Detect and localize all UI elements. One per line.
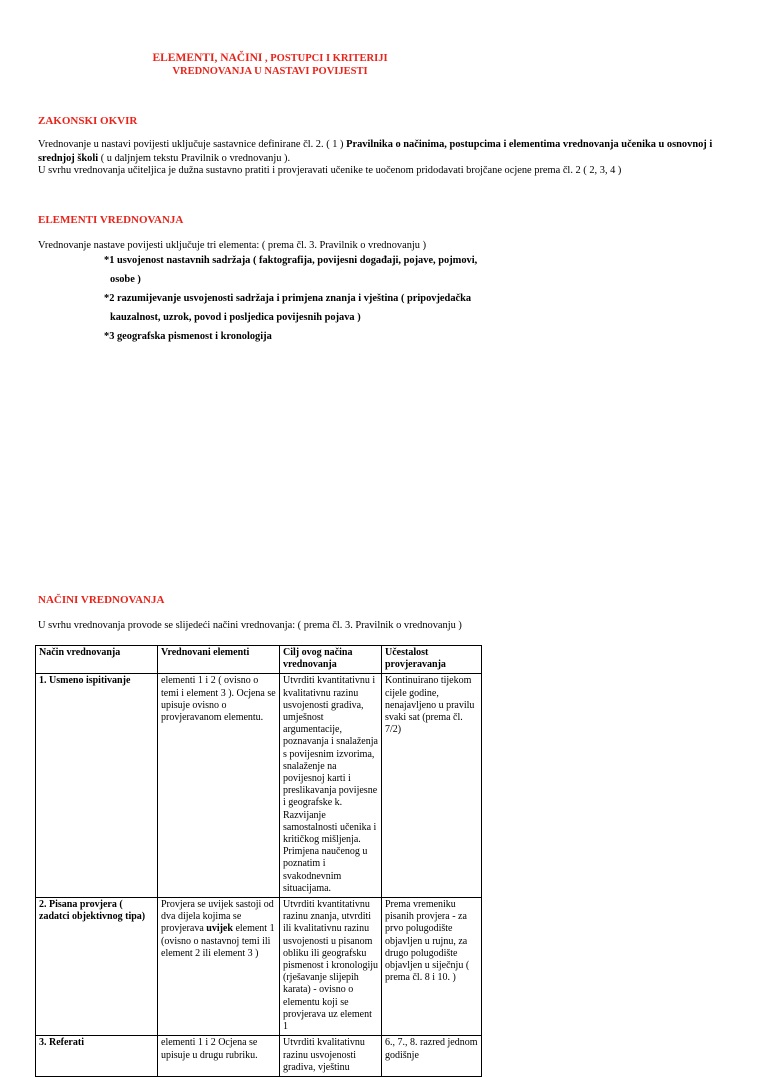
row-ucestalost: Prema vremeniku pisanih provjera - za prvo polugodište objavljen u rujnu, za drugo polugodište objavljen u siječnju ( prema čl. 8 i 10. )	[382, 898, 482, 1036]
row-nacin: 2. Pisana provjera ( zadatci objektivnog tipa)	[36, 898, 158, 1036]
row-cilj: Utvrditi kvantitativnu razinu znanja, utvrditi ili kvalitativnu razinu usvojenosti u pisanom obliku ili geografsku pismenost i kronologiju (rješavanje slijepih karata) - ovisno o elementu koji se provjerava uz element 1	[280, 898, 382, 1036]
section-heading-elementi: ELEMENTI VREDNOVANJA	[38, 214, 184, 226]
header-ucestalost: Učestalost provjeravanja	[382, 646, 482, 674]
pravilnik-title: Pravilnika o načinima, postupcima i elementima vrednovanja učenika u osnovnoj i srednjoj školi	[38, 139, 713, 164]
table-row	[36, 1036, 482, 1077]
element-1: *1 usvojenost nastavnih sadržaja ( faktografija, povijesni događaji, pojave, pojmovi,	[104, 255, 478, 266]
element-3: *3 geografska pismenost i kronologija	[104, 331, 272, 342]
element-2: *2 razumijevanje usvojenosti sadržaja i primjena znanja i vještina ( pripovjedačka	[104, 293, 472, 304]
nacini-intro: U svrhu vrednovanja provode se slijedeći načini vrednovanja: ( prema čl. 3. Pravilnik o vrednovanju )	[38, 620, 462, 631]
table-row	[36, 674, 482, 898]
elementi-intro: Vrednovanje nastave povijesti uključuje tri elementa: ( prema čl. 3. Pravilnik o vrednovanju )	[38, 240, 427, 251]
element-1-cont: osobe )	[110, 274, 141, 285]
row-cilj: Utvrditi kvantitativnu i kvalitativnu razinu usvojenosti gradiva, umješnost argumentacije, poznavanja i snalaženja s povijesnim izvorima, snalaženje na povijesnoj karti i preslikavanja povijesne i geografske k. Razvijanje samostalnosti učenika i kritičkog mišljenja. Primjena naučenog u poznatim i svakodnevnim situacijama.	[280, 674, 382, 898]
row-elementi-text: Provjera se uvijek sastoji od dva dijela kojima se provjerava	[161, 899, 274, 935]
document-subtitle: VREDNOVANJA U NASTAVI POVIJESTI	[172, 66, 368, 77]
zakonski-paragraph	[38, 138, 738, 166]
table-header-row	[36, 646, 482, 674]
row-elementi: elementi 1 i 2 ( ovisno o temi i element 3 ). Ocjena se upisuje ovisno o provjeravanom elementu.	[158, 674, 280, 898]
row-cilj: Utvrditi kvalitativnu razinu usvojenosti gradiva, vještinu	[280, 1036, 382, 1077]
row-elementi	[158, 898, 280, 1036]
row-ucestalost: 6., 7., 8. razred jednom godišnje	[382, 1036, 482, 1077]
zakonski-text: Vrednovanje u nastavi povijesti uključuje sastavnice definirane čl. 2. ( 1 )	[38, 139, 347, 150]
zakonski-text-tail: ( u daljnjem tekstu Pravilnik o vrednovanju ).	[98, 153, 291, 164]
row-nacin: 3. Referati	[36, 1036, 158, 1077]
row-nacin: 1. Usmeno ispitivanje	[36, 674, 158, 898]
vrednovanje-table	[35, 645, 482, 1077]
row-elementi: elementi 1 i 2 Ocjena se upisuje u drugu rubriku.	[158, 1036, 280, 1077]
section-heading-zakonski-okvir: ZAKONSKI OKVIR	[38, 115, 138, 127]
row-ucestalost: Kontinuirano tijekom cijele godine, nenajavljeno u pravilu svaki sat (prema čl. 7/2)	[382, 674, 482, 898]
header-cilj: Cilj ovog načina vrednovanja	[280, 646, 382, 674]
zakonski-paragraph-2: U svrhu vrednovanja učiteljica je dužna sustavno pratiti i provjeravati učenike te uočenom pridodavati brojčane ocjene prema čl. 2 ( 2, 3, 4 )	[38, 165, 622, 176]
section-heading-nacini: NAČINI VREDNOVANJA	[38, 594, 165, 606]
row-elementi-text-tail: element 1 (ovisno o nastavnoj temi ili element 2 ili element 3 )	[161, 923, 275, 959]
document-title	[0, 52, 540, 64]
header-nacin: Način vrednovanja	[36, 646, 158, 674]
header-elementi: Vrednovani elementi	[158, 646, 280, 674]
table-row	[36, 898, 482, 1036]
row-elementi-emphasis: uvijek	[206, 923, 233, 935]
title-line1-main: ELEMENTI, NAČINI	[152, 52, 263, 64]
title-line1-rest: , POSTUPCI I KRITERIJI	[262, 53, 388, 64]
element-2-cont: kauzalnost, uzrok, povod i posljedica povijesnih pojava )	[110, 312, 361, 323]
